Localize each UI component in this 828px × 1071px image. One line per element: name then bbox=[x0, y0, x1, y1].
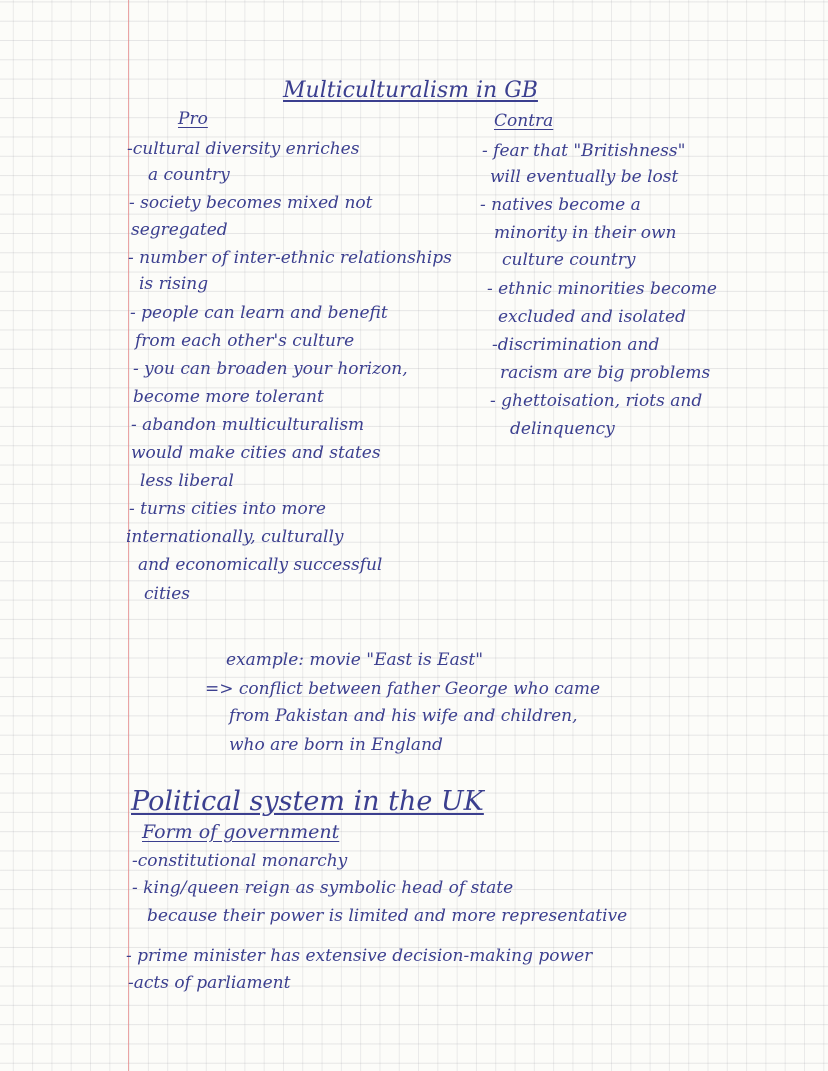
contra-line: excluded and isolated bbox=[498, 307, 686, 327]
contra-line: - fear that "Britishness" bbox=[482, 141, 686, 161]
pro-line: - people can learn and benefit bbox=[130, 303, 388, 323]
pro-line: - society becomes mixed not bbox=[129, 193, 373, 213]
example-line: => conflict between father George who came bbox=[205, 679, 601, 699]
political-line: -constitutional monarchy bbox=[132, 851, 348, 871]
pro-line: - number of inter-ethnic relationships bbox=[128, 248, 452, 268]
example-line: from Pakistan and his wife and children, bbox=[229, 706, 578, 726]
contra-line: minority in their own bbox=[494, 223, 677, 243]
contra-line: -discrimination and bbox=[492, 335, 660, 355]
political-line: - king/queen reign as symbolic head of state bbox=[132, 878, 514, 898]
contra-line: culture country bbox=[502, 250, 636, 270]
pro-line: is rising bbox=[139, 274, 209, 294]
contra-line: - natives become a bbox=[480, 195, 641, 215]
contra-heading: Contra bbox=[494, 111, 554, 131]
political-line: because their power is limited and more representative bbox=[147, 906, 628, 926]
pro-line: cities bbox=[144, 584, 191, 604]
pro-line: become more tolerant bbox=[133, 387, 324, 407]
pro-line: and economically successful bbox=[138, 555, 383, 575]
pro-line: - you can broaden your horizon, bbox=[133, 359, 408, 379]
political-line: - prime minister has extensive decision-making power bbox=[126, 946, 593, 966]
pro-line: - turns cities into more bbox=[129, 499, 326, 519]
contra-line: - ethnic minorities become bbox=[487, 279, 717, 299]
contra-line: will eventually be lost bbox=[490, 167, 679, 187]
pro-heading: Pro bbox=[178, 109, 208, 129]
pro-line: segregated bbox=[131, 220, 228, 240]
contra-line: delinquency bbox=[510, 419, 615, 439]
contra-line: - ghettoisation, riots and bbox=[490, 391, 703, 411]
pro-line: from each other's culture bbox=[135, 331, 355, 351]
pro-line: - abandon multiculturalism bbox=[131, 415, 365, 435]
political-line: -acts of parliament bbox=[128, 973, 291, 993]
example-line: who are born in England bbox=[229, 735, 443, 755]
example-line: example: movie "East is East" bbox=[226, 650, 484, 670]
page-title: Multiculturalism in GB bbox=[283, 78, 538, 103]
section-heading: Political system in the UK bbox=[131, 786, 484, 817]
pro-line: -cultural diversity enriches bbox=[127, 139, 360, 159]
pro-line: internationally, culturally bbox=[126, 527, 344, 547]
pro-line: a country bbox=[148, 165, 230, 185]
contra-line: racism are big problems bbox=[500, 363, 711, 383]
pro-line: would make cities and states bbox=[131, 443, 381, 463]
pro-line: less liberal bbox=[140, 471, 234, 491]
section-subheading: Form of government bbox=[142, 821, 340, 843]
